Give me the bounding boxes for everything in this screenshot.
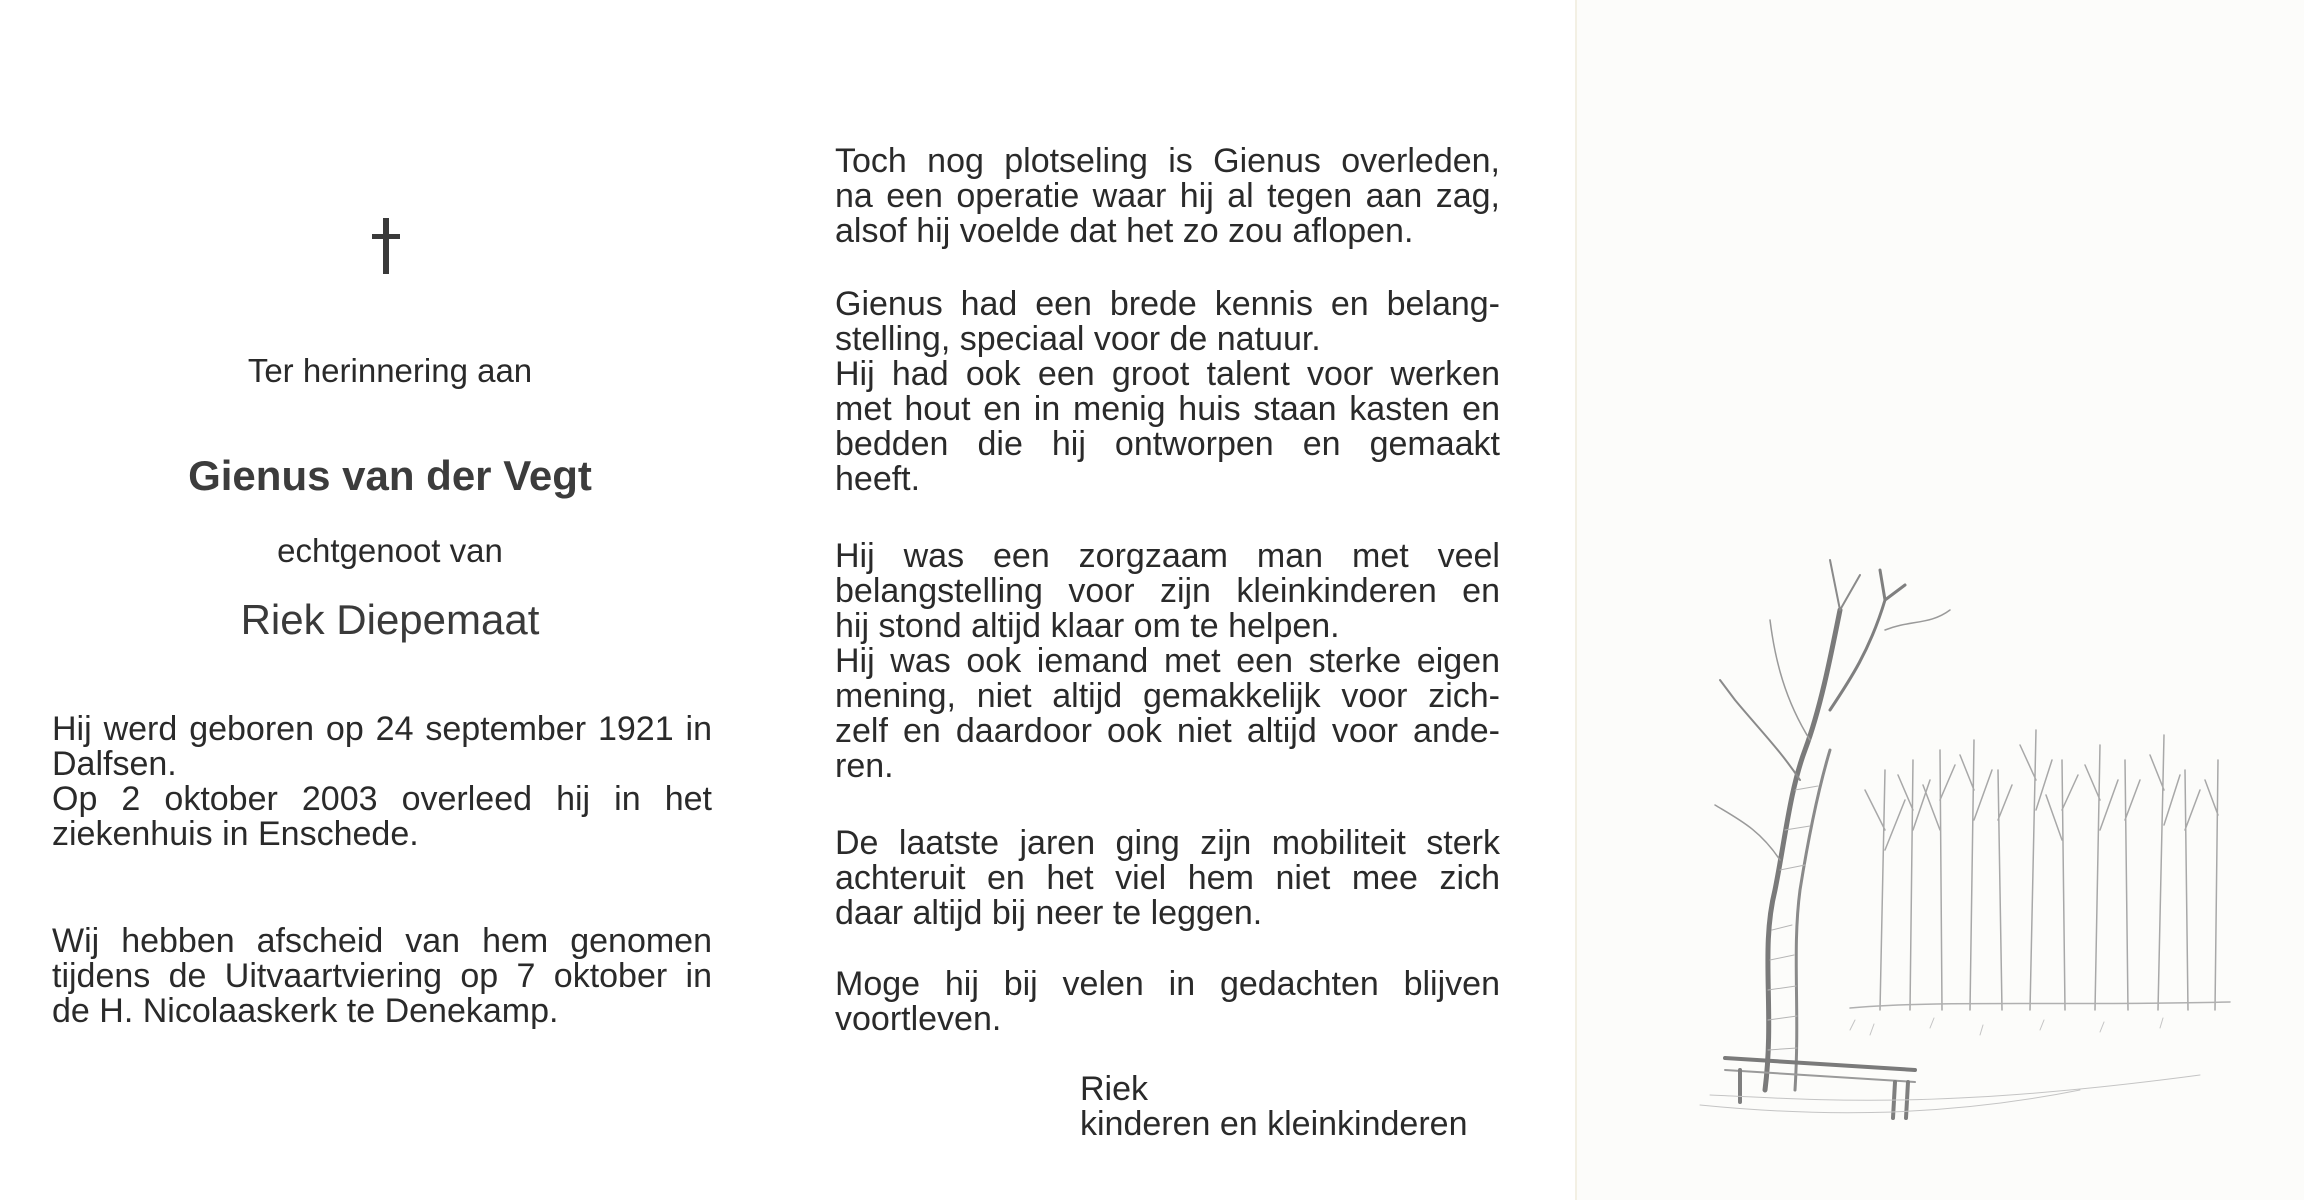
text-line: Hij werd geboren op 24 september 1921 in: [52, 710, 712, 748]
text-line: Wij hebben afscheid van hem genomen: [52, 922, 712, 960]
deceased-name: Gienus van der Vegt: [188, 452, 592, 499]
spouse-label: echtgenoot van: [277, 532, 503, 569]
text-line: achteruit en het viel hem niet mee zich: [835, 859, 1500, 897]
signature-line: kinderen en kleinkinderen: [1080, 1105, 1468, 1143]
tribute-paragraph-1: [835, 144, 1500, 249]
cross-icon: [372, 218, 400, 274]
tree-bench-sketch-icon: [1680, 530, 2240, 1120]
tribute-paragraph-3: [835, 539, 1500, 784]
text-line: Hij had ook een groot talent voor werken: [835, 355, 1500, 393]
text-line: Toch nog plotseling is Gienus overleden,: [835, 142, 1500, 180]
text-line: Hij was ook iemand met een sterke eigen: [835, 642, 1500, 680]
text-line: daar altijd bij neer te leggen.: [835, 894, 1263, 932]
text-line: hij stond altijd klaar om te helpen.: [835, 607, 1340, 645]
tribute-paragraph-2: [835, 287, 1500, 497]
text-line: Moge hij bij velen in gedachten blijven: [835, 965, 1500, 1003]
text-line: mening, niet altijd gemakkelijk voor zich-: [835, 677, 1500, 715]
farewell-paragraph: [52, 924, 712, 1029]
tribute-paragraph-5: [835, 967, 1500, 1037]
spouse-name: Riek Diepemaat: [240, 596, 540, 643]
bio-paragraph: [52, 712, 712, 852]
text-line: belangstelling voor zijn kleinkinderen en: [835, 572, 1500, 610]
text-line: voortleven.: [835, 1000, 1002, 1038]
text-line: Hij was een zorgzaam man met veel: [835, 537, 1500, 575]
text-line: met hout en in menig huis staan kasten en: [835, 390, 1500, 428]
text-line: heeft.: [835, 460, 921, 498]
signature-line: Riek: [1080, 1070, 1149, 1108]
signature: [1080, 1072, 1467, 1142]
text-line: de H. Nicolaaskerk te Denekamp.: [52, 992, 559, 1030]
text-line: Op 2 oktober 2003 overleed hij in het: [52, 780, 712, 818]
text-line: De laatste jaren ging zijn mobiliteit sterk: [835, 824, 1500, 862]
text-line: ziekenhuis in Enschede.: [52, 815, 419, 853]
text-line: na een operatie waar hij al tegen aan zag,: [835, 177, 1500, 215]
text-line: bedden die hij ontworpen en gemaakt: [835, 425, 1500, 463]
text-line: zelf en daardoor ook niet altijd voor ande-: [835, 712, 1500, 750]
intro-text: Ter herinnering aan: [247, 352, 533, 389]
text-line: stelling, speciaal voor de natuur.: [835, 320, 1321, 358]
text-line: Dalfsen.: [52, 745, 177, 783]
text-line: alsof hij voelde dat het zo zou aflopen.: [835, 212, 1414, 250]
text-line: tijdens de Uitvaartviering op 7 oktober in: [52, 957, 712, 995]
tribute-paragraph-4: [835, 826, 1500, 931]
text-line: ren.: [835, 747, 894, 785]
text-line: Gienus had een brede kennis en belang-: [835, 285, 1500, 323]
